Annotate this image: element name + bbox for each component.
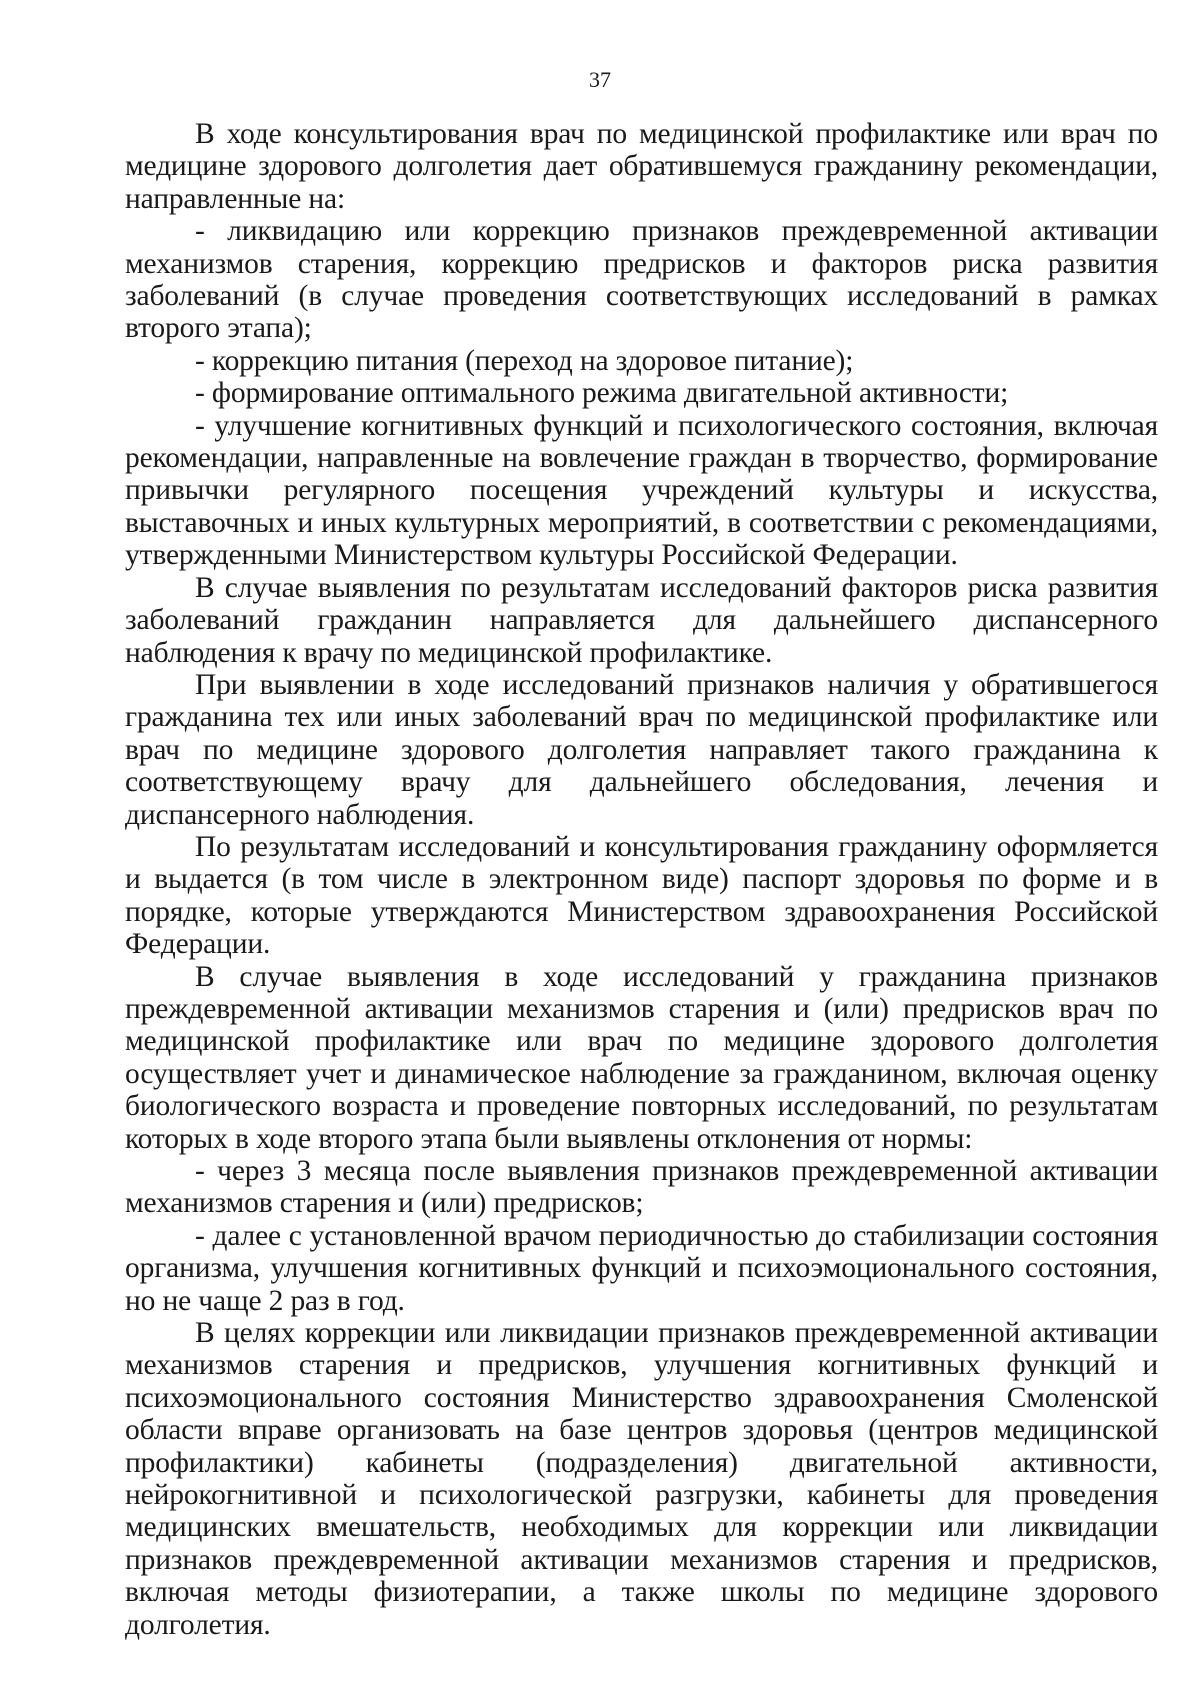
paragraph-centers: В целях коррекции или ликвидации признаков преждевременной активации механизмов старения и предрисков, улучшения когнитивных функций и психоэмоционального состояния Министерство здравоохранения Смоленской области вправе организовать на базе центров здоровья (центров медицинской профилактики) кабинеты (подразделения) двигательной активности, нейрокогнитивной и психологической разгрузки, кабинеты для проведения медицинских вмешательств, необходимых для коррекции или ликвидации признаков преждевременной активации механизмов старения и предрисков, включая методы физиотерапии, а также школы по медицине здорового долголетия. [125, 1317, 1158, 1641]
document-body [125, 118, 1158, 1641]
list-item-physical-activity: - формирование оптимального режима двигательной активности; [195, 377, 1009, 410]
list-item-aging-correction: - ликвидацию или коррекцию признаков преждевременной активации механизмов старения, коррекцию предрисков и факторов риска развития заболеваний (в случае проведения соответствующих исследований в рамках второго этапа); [125, 215, 1158, 345]
page-number: 37 [589, 67, 611, 92]
paragraph-diseases: При выявлении в ходе исследований признаков наличия у обратившегося гражданина тех или иных заболеваний врач по медицинской профилактике или врач по медицине здорового долголетия направляет такого гражданина к соответствующему врачу для дальнейшего обследования, лечения и диспансерного наблюдения. [125, 668, 1158, 831]
list-item-three-months: - через 3 месяца после выявления признаков преждевременной активации механизмов старения и (или) предрисков; [125, 1155, 1158, 1220]
list-item-periodicity: - далее с установленной врачом периодичностью до стабилизации состояния организма, улучшения когнитивных функций и психоэмоционального состояния, но не чаще 2 раз в год. [125, 1219, 1158, 1317]
paragraph-risk-factors: В случае выявления по результатам исследований факторов риска развития заболеваний гражданин направляется для дальнейшего диспансерного наблюдения к врачу по медицинской профилактике. [125, 571, 1158, 669]
list-item-cognitive: - улучшение когнитивных функций и психологического состояния, включая рекомендации, направленные на вовлечение граждан в творчество, формирование привычки регулярного посещения учреждений культуры и искусства, выставочных и иных культурных мероприятий, в соответствии с рекомендациями, утвержденными Министерством культуры Российской Федерации. [125, 409, 1158, 572]
list-item-nutrition: - коррекцию питания (переход на здоровое питание); [195, 344, 854, 377]
paragraph-monitoring: В случае выявления в ходе исследований у гражданина признаков преждевременной активации механизмов старения и (или) предрисков врач по медицинской профилактике или врач по медицине здорового долголетия осуществляет учет и динамическое наблюдение за гражданином, включая оценку биологического возраста и проведение повторных исследований, по результатам которых в ходе второго этапа были выявлены отклонения от нормы: [125, 960, 1158, 1155]
paragraph-intro: В ходе консультирования врач по медицинской профилактике или врач по медицине здорового долголетия дает обратившемуся гражданину рекомендации, направленные на: [125, 118, 1158, 215]
paragraph-health-passport: По результатам исследований и консультирования гражданину оформляется и выдается (в том числе в электронном виде) паспорт здоровья по форме и в порядке, которые утверждаются Министерством здравоохранения Российской Федерации. [125, 830, 1158, 961]
